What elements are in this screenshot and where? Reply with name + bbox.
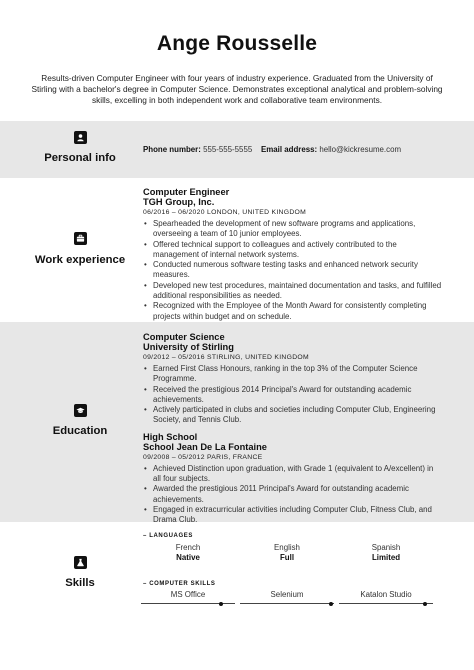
education-title: Education — [52, 425, 108, 437]
phone-value: 555-555-5555 — [203, 145, 253, 154]
computer-skill-name: MS Office — [170, 590, 206, 599]
job-title: Computer Engineer — [143, 187, 230, 197]
work-experience-section — [0, 178, 474, 322]
language-name: French — [175, 543, 201, 552]
computer-skill-bar — [141, 603, 235, 604]
language-name: Spanish — [371, 543, 401, 552]
email-label: Email address: — [261, 145, 318, 154]
language-item — [141, 543, 235, 563]
job-bullet: • Offered technical support to colleagues and actively contributed to the management of internal network systems. — [143, 240, 443, 261]
languages-label: – LANGUAGES — [143, 533, 193, 539]
language-level: Native — [176, 553, 200, 562]
graduation-cap-icon — [74, 404, 87, 417]
resume-summary: Results-driven Computer Engineer with four years of industry experience. Graduated from the University of Stirling with a bachelor's degree in Computer Science. Demonstrates exceptional analytical and problem-solving skills, excelling in both independent work and collaborative team environments. — [31, 73, 443, 105]
work-experience-title: Work experience — [34, 254, 126, 266]
computer-skill-bar — [240, 603, 334, 604]
email-value: hello@kickresume.com — [319, 145, 402, 154]
skills-title: Skills — [65, 577, 95, 589]
computer-skill-item — [141, 590, 235, 600]
education-bullet: • Actively participated in clubs and societies including Computer Club, Engineering Society, and Tennis Club. — [143, 405, 443, 426]
education-bullet: • Achieved Distinction upon graduation, with Grade 1 (equivalent to A/excellent) in all four subjects. — [143, 464, 443, 485]
school-name: School Jean De La Fontaine — [143, 441, 267, 452]
job-bullet: • Conducted numerous software testing tasks and enhanced network security measures. — [143, 260, 443, 281]
education-bullet: • Received the prestigious 2014 Principal's Award for outstanding academic achievements. — [143, 385, 443, 406]
flask-icon — [74, 556, 87, 569]
degree-title: High School — [143, 431, 198, 442]
education-meta: 09/2008 – 05/2012 PARIS, FRANCE — [143, 453, 263, 461]
job-bullets — [143, 219, 443, 322]
personal-info-title: Personal info — [44, 152, 116, 164]
language-name: English — [274, 543, 300, 552]
computer-skill-item — [339, 590, 433, 600]
education-bullet: • Engaged in extracurricular activities including Computer Club, Fitness Club, and Drama Club. — [143, 505, 443, 526]
education-bullet: • Awarded the prestigious 2011 Principal's Award for outstanding academic achievements. — [143, 484, 443, 505]
skills-section — [0, 522, 474, 622]
personal-info-section — [0, 121, 474, 178]
computer-skills-label: – COMPUTER SKILLS — [143, 581, 216, 587]
job-bullet: • Recognized with the Employee of the Month Award for consistently completing projects within budget and on schedule. — [143, 301, 443, 322]
job-company: TGH Group, Inc. — [143, 197, 215, 207]
computer-skill-level-dot — [329, 602, 333, 606]
computer-skill-bar — [339, 603, 433, 604]
language-level: Full — [279, 553, 295, 562]
job-bullet: • Spearheaded the development of new software programs and applications, overseeing a team of 10 junior employees. — [143, 219, 443, 240]
briefcase-icon — [74, 232, 87, 245]
school-name: University of Stirling — [143, 342, 234, 352]
education-section — [0, 322, 474, 525]
language-item — [240, 543, 334, 563]
contact-line — [143, 145, 443, 155]
education-meta: 09/2012 – 05/2016 STIRLING, UNITED KINGDOM — [143, 354, 309, 361]
job-meta: 06/2016 – 06/2020 LONDON, UNITED KINGDOM — [143, 209, 307, 216]
computer-skill-level-dot — [219, 602, 223, 606]
resume-name: Ange Rousselle — [156, 32, 318, 55]
computer-skill-name: Selenium — [270, 590, 304, 599]
language-item — [339, 543, 433, 563]
education-bullet: • Earned First Class Honours, ranking in the top 3% of the Computer Science Programme. — [143, 364, 443, 385]
degree-title: Computer Science — [143, 332, 225, 342]
education-bullets — [143, 364, 443, 426]
computer-skill-level-dot — [423, 602, 427, 606]
phone-label: Phone number: — [143, 145, 201, 154]
person-icon — [74, 131, 87, 144]
computer-skill-item — [240, 590, 334, 600]
computer-skill-name: Katalon Studio — [360, 590, 412, 599]
job-bullet: • Developed new test procedures, maintained documentation and tasks, and fulfilled additional responsibilities as needed. — [143, 281, 443, 302]
language-level: Limited — [371, 553, 401, 562]
education-bullets — [143, 464, 443, 526]
